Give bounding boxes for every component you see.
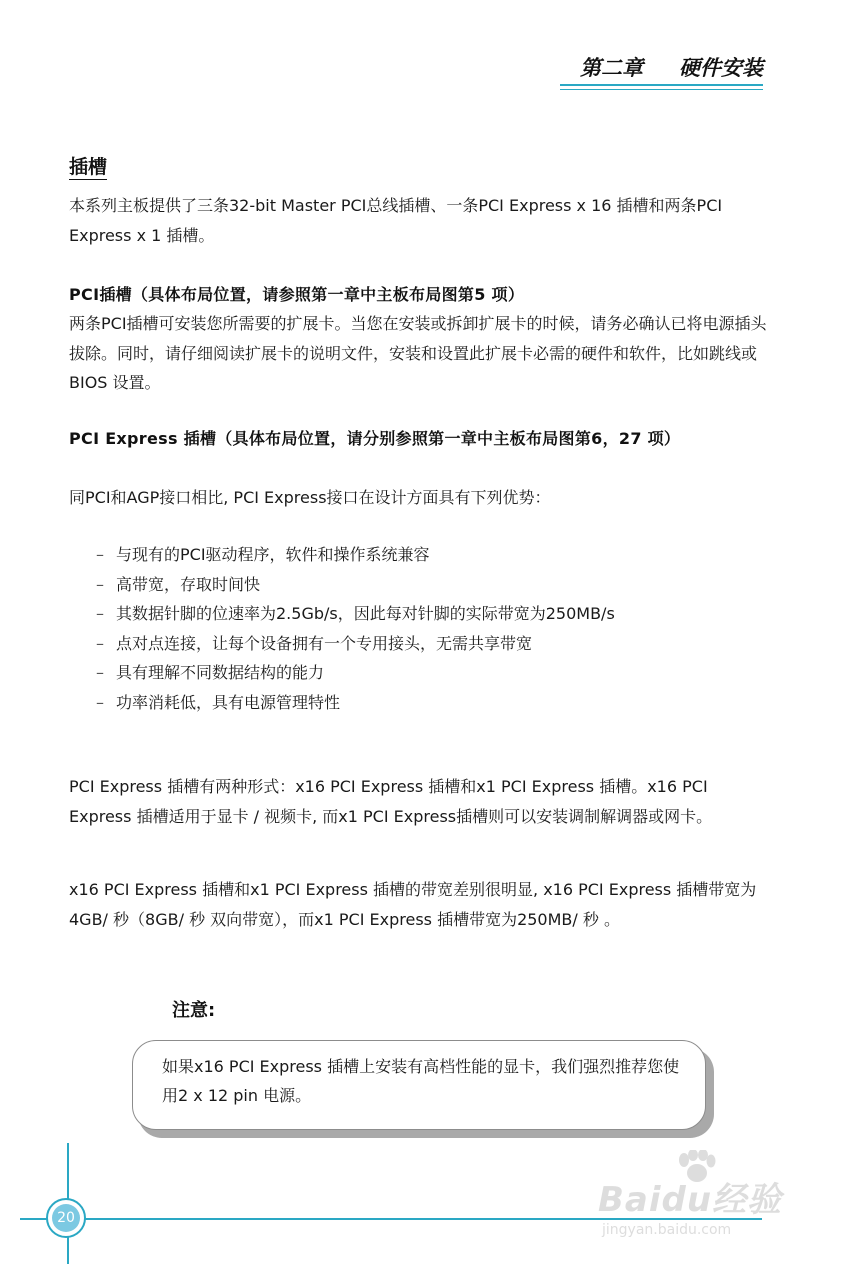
intro-paragraph: 本系列主板提供了三条32-bit Master PCI总线插槽、一条PCI Express x 16 插槽和两条PCI Express x 1 插槽。 [69,196,723,245]
list-item: – 具有理解不同数据结构的能力 [96,658,736,688]
chapter-title: 硬件安装 [679,56,763,80]
baidu-watermark [596,1150,796,1250]
pcie-intro-paragraph: 同PCI和AGP接口相比, PCI Express接口在设计方面具有下列优势： [69,488,551,507]
dash-icon: – [96,545,104,564]
dash-icon: – [96,692,104,712]
pcie-advantages-list [96,540,736,717]
list-item: – 与现有的PCI驱动程序，软件和操作系统兼容 [96,540,736,570]
list-item: – 点对点连接，让每个设备拥有一个专用接头，无需共享带宽 [96,629,736,659]
pcie-bandwidth-paragraph: x16 PCI Express 插槽和x1 PCI Express 插槽的带宽差别很明显, x16 PCI Express 插槽带宽为4GB/ 秒（8GB/ 秒 双向带宽），而x1 PCI Express 插槽带宽为250MB/ 秒 。 [69,880,757,929]
page-number: 20 [52,1204,80,1232]
chapter-label: 第二章 [580,56,643,80]
dash-icon: – [96,633,104,653]
header-rule-thin [560,89,763,90]
list-item: – 其数据针脚的位速率为2.5Gb/s，因此每对针脚的实际带宽为250MB/s [96,599,736,629]
dash-icon: – [96,604,104,623]
section-title: 插槽 [69,156,108,178]
pcie-slot-heading: PCI Express 插槽（具体布局位置，请分别参照第一章中主板布局图第6，27 项） [69,429,681,448]
header-rule-thick [560,84,763,86]
watermark-brand: Baidu经验 [598,1180,783,1220]
list-item: – 功率消耗低，具有电源管理特性 [96,688,736,718]
note-label: 注意: [172,1000,216,1021]
pci-slot-heading: PCI插槽（具体布局位置，请参照第一章中主板布局图第5 项） [69,285,525,304]
list-item: – 高带宽，存取时间快 [96,570,736,600]
pci-slot-paragraph: 两条PCI插槽可安装您所需要的扩展卡。当您在安装或拆卸扩展卡的时候，请务必确认已将电源插头拔除。同时，请仔细阅读扩展卡的说明文件，安装和设置此扩展卡必需的硬件和软件，比如跳线或BIOS 设置。 [69,314,767,392]
dash-icon: – [96,663,104,682]
note-text: 如果x16 PCI Express 插槽上安装有高档性能的显卡，我们强烈推荐您使用2 x 12 pin 电源。 [162,1057,680,1105]
pcie-forms-paragraph: PCI Express 插槽有两种形式：x16 PCI Express 插槽和x1 PCI Express 插槽。x16 PCI Express 插槽适用于显卡 / 视频卡, 而x1 PCI Express插槽则可以安装调制解调器或网卡。 [69,777,713,826]
page-number-badge [46,1198,86,1238]
chapter-header [580,52,763,82]
watermark-url: jingyan.baidu.com [602,1222,732,1238]
dash-icon: – [96,574,104,594]
